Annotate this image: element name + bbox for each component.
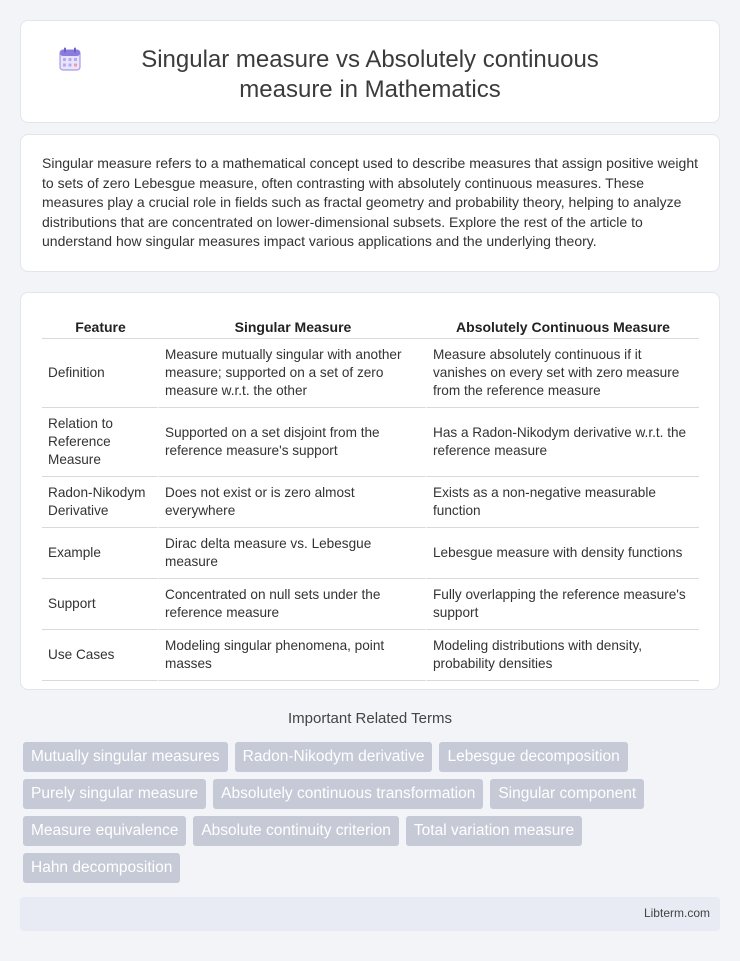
singular-cell: Modeling singular phenomena, point masses	[159, 630, 427, 681]
table-row	[42, 579, 699, 630]
feature-cell: Radon-Nikodym Derivative	[42, 477, 159, 528]
table-row	[42, 528, 699, 579]
related-terms-heading: Important Related Terms	[288, 710, 452, 727]
table-row	[42, 630, 699, 681]
related-term-tag[interactable]: Absolute continuity criterion	[193, 816, 399, 846]
related-term-tag[interactable]: Radon-Nikodym derivative	[235, 742, 433, 772]
singular-cell: Does not exist or is zero almost everywhere	[159, 477, 427, 528]
related-term-tag[interactable]: Total variation measure	[406, 816, 582, 846]
table-row	[42, 339, 699, 408]
header-feature: Feature	[42, 316, 159, 339]
related-term-tag[interactable]: Absolutely continuous transformation	[213, 779, 483, 809]
comparison-table	[42, 316, 699, 681]
table-header-row	[42, 316, 699, 339]
intro-card	[20, 134, 720, 272]
feature-cell: Relation to Reference Measure	[42, 408, 159, 477]
absolutely-continuous-cell: Modeling distributions with density, probability densities	[427, 630, 699, 681]
related-term-tag[interactable]: Mutually singular measures	[23, 742, 228, 772]
header-absolutely-continuous: Absolutely Continuous Measure	[427, 316, 699, 339]
singular-cell: Dirac delta measure vs. Lebesgue measure	[159, 528, 427, 579]
intro-paragraph: Singular measure refers to a mathematical concept used to describe measures that assign positive weight to sets of zero Lebesgue measure, often contrasting with absolutely continuous measures. These measures play a crucial role in fields such as fractal geometry and probability theory, helping to analyze distributions that are concentrated on lower-dimensional subsets. Explore the rest of the article to understand how singular measures impact various applications and the underlying theory.	[42, 155, 699, 250]
footer	[20, 897, 720, 931]
absolutely-continuous-cell: Exists as a non-negative measurable function	[427, 477, 699, 528]
related-term-tag[interactable]: Measure equivalence	[23, 816, 186, 846]
feature-cell: Support	[42, 579, 159, 630]
related-term-tag[interactable]: Purely singular measure	[23, 779, 206, 809]
related-term-tag[interactable]: Hahn decomposition	[23, 853, 180, 883]
absolutely-continuous-cell: Fully overlapping the reference measure's support	[427, 579, 699, 630]
title-card	[20, 20, 720, 123]
related-terms-list	[23, 742, 713, 883]
comparison-card	[20, 292, 720, 690]
related-term-tag[interactable]: Lebesgue decomposition	[439, 742, 627, 772]
absolutely-continuous-cell: Lebesgue measure with density functions	[427, 528, 699, 579]
absolutely-continuous-cell: Measure absolutely continuous if it vanishes on every set with zero measure from the reference measure	[427, 339, 699, 408]
table-row	[42, 477, 699, 528]
feature-cell: Example	[42, 528, 159, 579]
table-row	[42, 408, 699, 477]
header-singular: Singular Measure	[159, 316, 427, 339]
page-title: Singular measure vs Absolutely continuous measure in Mathematics	[141, 46, 599, 103]
singular-cell: Supported on a set disjoint from the reference measure's support	[159, 408, 427, 477]
singular-cell: Concentrated on null sets under the reference measure	[159, 579, 427, 630]
footer-site-link[interactable]: Libterm.com	[643, 906, 710, 920]
feature-cell: Use Cases	[42, 630, 159, 681]
related-term-tag[interactable]: Singular component	[490, 779, 644, 809]
feature-cell: Definition	[42, 339, 159, 408]
absolutely-continuous-cell: Has a Radon-Nikodym derivative w.r.t. the reference measure	[427, 408, 699, 477]
singular-cell: Measure mutually singular with another measure; supported on a set of zero measure w.r.t. the other	[159, 339, 427, 408]
